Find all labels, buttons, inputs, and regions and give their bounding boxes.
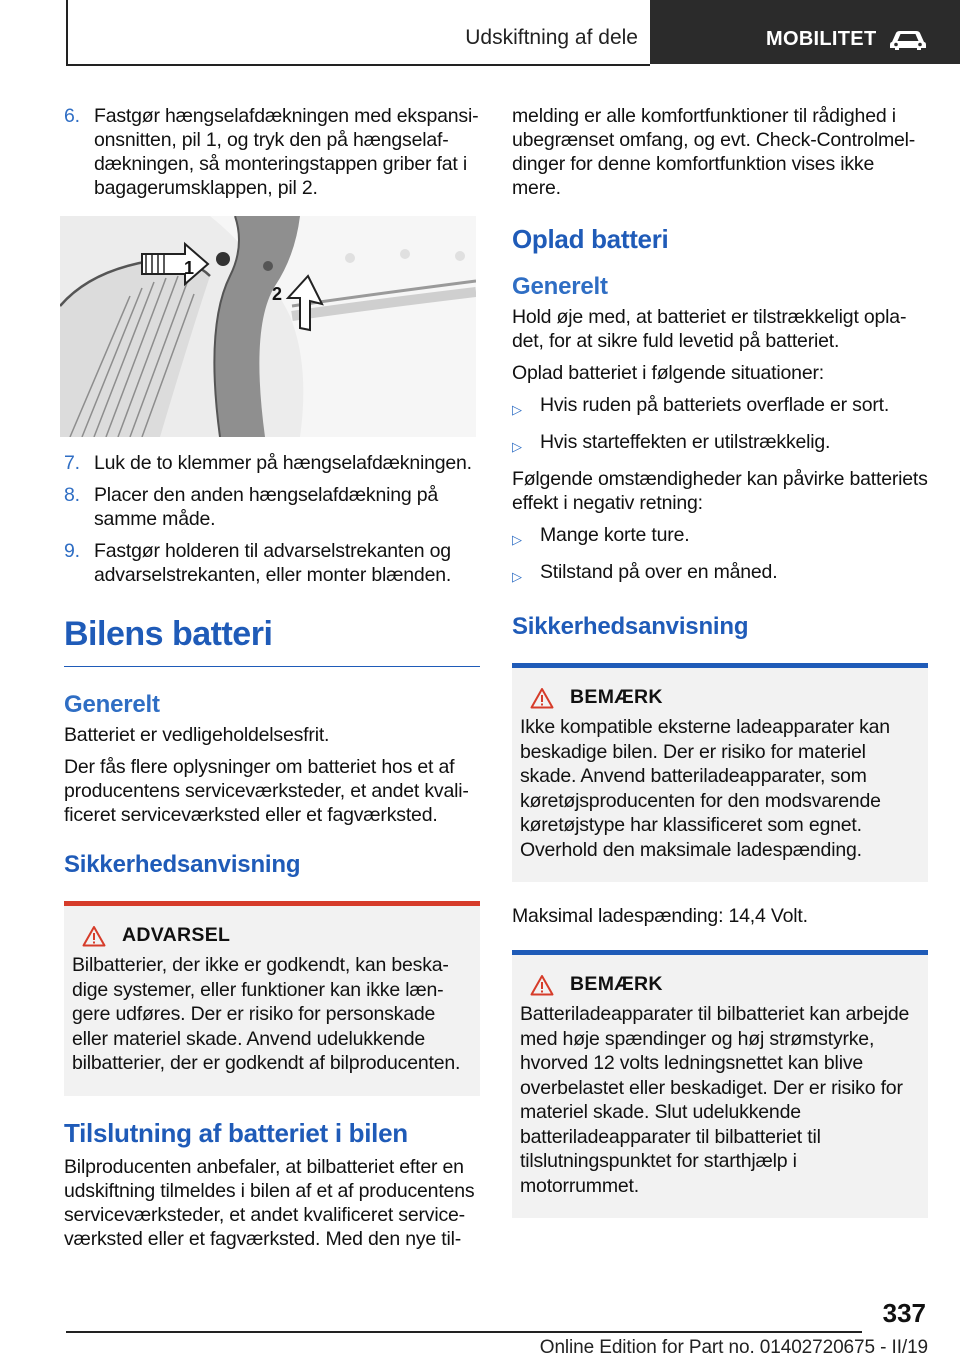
list-item-text: Mange korte ture. (540, 524, 690, 546)
triangle-right-icon: ▷ (512, 532, 522, 547)
chapter-heading: Bilens batteri (64, 595, 480, 667)
paragraph: Hold øje med, at batteriet er tilstrækkeligt opladet, for at sikre fuld levetid på batteriet. (512, 306, 907, 352)
step-6 (64, 104, 480, 200)
list-item-text: Stilstand på over en måned. (540, 561, 778, 583)
footer-edition: Online Edition for Part no. 01402720675 - II/19 (539, 1337, 928, 1358)
step-number: 7. (64, 452, 80, 474)
list-item-text: Hvis starteffekten er utilstrækkelig. (540, 431, 831, 453)
paragraph: Bilproducenten anbefaler, at bilbatteriet efter en udskiftning tilmeldes i bilen af et af producentens serviceværksteder, et andet kvalificeret serviceværksted eller et fagværksted. Med den nye til- (64, 1155, 475, 1250)
warning-triangle-icon (530, 974, 554, 996)
page-header (0, 0, 960, 66)
chapter-tab (650, 0, 960, 64)
notice-header (520, 973, 920, 996)
notice-box (512, 663, 928, 882)
general-heading: Generelt (64, 691, 160, 718)
triangle-right-icon: ▷ (512, 402, 522, 417)
paragraph: Batteriet er vedligeholdelsesfrit. (64, 724, 330, 746)
warning-text: Bilbatterier, der ikke er godkendt, kan beskadige systemer, eller funktioner kan ikke længere udføres. Der er risiko for personskade eller materiel skade. Anvend udelukkende bilbatterier, der er godkendt af bilproducenten. (72, 954, 461, 1074)
footer-divider (66, 1331, 862, 1333)
general-heading: Generelt (512, 273, 608, 300)
hinge-cover-illustration (60, 216, 476, 437)
step-text: Placer den anden hængselafdækning på samme måde. (94, 484, 439, 530)
step-text: Fastgør hængselafdækningen med ekspansionsnitten, pil 1, og tryk den på hængselafdækningen, så monteringstappen griber fat i bagagerumsklappen, pil 2. (94, 105, 479, 199)
right-column (512, 104, 928, 1240)
step-text: Luk de to klemmer på hængselafdækningen. (94, 452, 472, 474)
step-8 (64, 483, 480, 531)
charge-heading: Oplad batteri (512, 224, 669, 254)
car-icon (888, 28, 928, 52)
list-item (512, 523, 928, 552)
figure-label-1: 1 (184, 258, 195, 278)
connect-heading: Tilslutning af batteriet i bilen (64, 1117, 408, 1148)
section-title: Udskiftning af dele (465, 26, 638, 49)
step-text: Fastgør holderen til advarselstrekanten og advarselstrekanten, eller monter blænden. (94, 540, 452, 586)
safety-heading: Sikkerhedsanvisning (512, 613, 749, 640)
notice-text: Batteriladeapparater til bilbatteriet kan arbejde med høje spændinger og høj strømstyrke, hvorved 12 volts ledningsnettet kan blive overbelastet eller beskadiget. Der er risiko for materiel skade. Slut udelukkende batteriladeapparater til bilbatteriet til tilslutningspunktet for starthjælp i motorrummet. (520, 1003, 910, 1197)
warning-box (64, 901, 480, 1096)
triangle-right-icon: ▷ (512, 569, 522, 584)
notice-box (512, 950, 928, 1218)
notice-text: Ikke kompatible eksterne ladeapparater kan beskadige bilen. Der er risiko for materiel skade. Anvend batteriladeapparater, som køretøjsproducenten for den modsvarende køretøjstype har klassificeret som egnet. Overhold den maksimale ladespænding. (520, 716, 890, 861)
chapter-title: MOBILITET (766, 28, 877, 50)
hinge-cover-figure (60, 216, 476, 437)
paragraph: Maksimal ladespænding: 14,4 Volt. (512, 905, 808, 927)
paragraph: Følgende omstændigheder kan påvirke batteriets effekt i negativ retning: (512, 468, 928, 514)
section-tab (66, 0, 650, 66)
step-number: 8. (64, 484, 80, 506)
page-number: 337 (882, 1298, 926, 1328)
paragraph: Oplad batteriet i følgende situationer: (512, 362, 824, 384)
paragraph: Der fås flere oplysninger om batteriet hos et af producentens serviceværksteder, et andet kvalificeret serviceværksted eller et fagværksted. (64, 756, 469, 826)
warning-title: ADVARSEL (122, 924, 231, 946)
warning-header (72, 924, 472, 947)
warning-triangle-icon (530, 687, 554, 709)
notice-title: BEMÆRK (570, 686, 663, 708)
list-item (512, 393, 928, 422)
list-item-text: Hvis ruden på batteriets overflade er sort. (540, 394, 890, 416)
step-number: 9. (64, 540, 80, 562)
step-9 (64, 539, 480, 587)
notice-header (520, 686, 920, 709)
paragraph: melding er alle komfortfunktioner til rådighed i ubegrænset omfang, og evt. Check-Controlmeldinger for denne komfortfunktion vises ikke mere. (512, 105, 916, 199)
figure-label-2: 2 (272, 284, 283, 304)
list-item (512, 560, 928, 589)
list-item (512, 430, 928, 459)
step-7 (64, 451, 480, 475)
step-number: 6. (64, 105, 80, 127)
notice-title: BEMÆRK (570, 973, 663, 995)
left-column (64, 104, 480, 1259)
triangle-right-icon: ▷ (512, 439, 522, 454)
warning-triangle-icon (82, 925, 106, 947)
safety-heading: Sikkerhedsanvisning (64, 851, 301, 878)
